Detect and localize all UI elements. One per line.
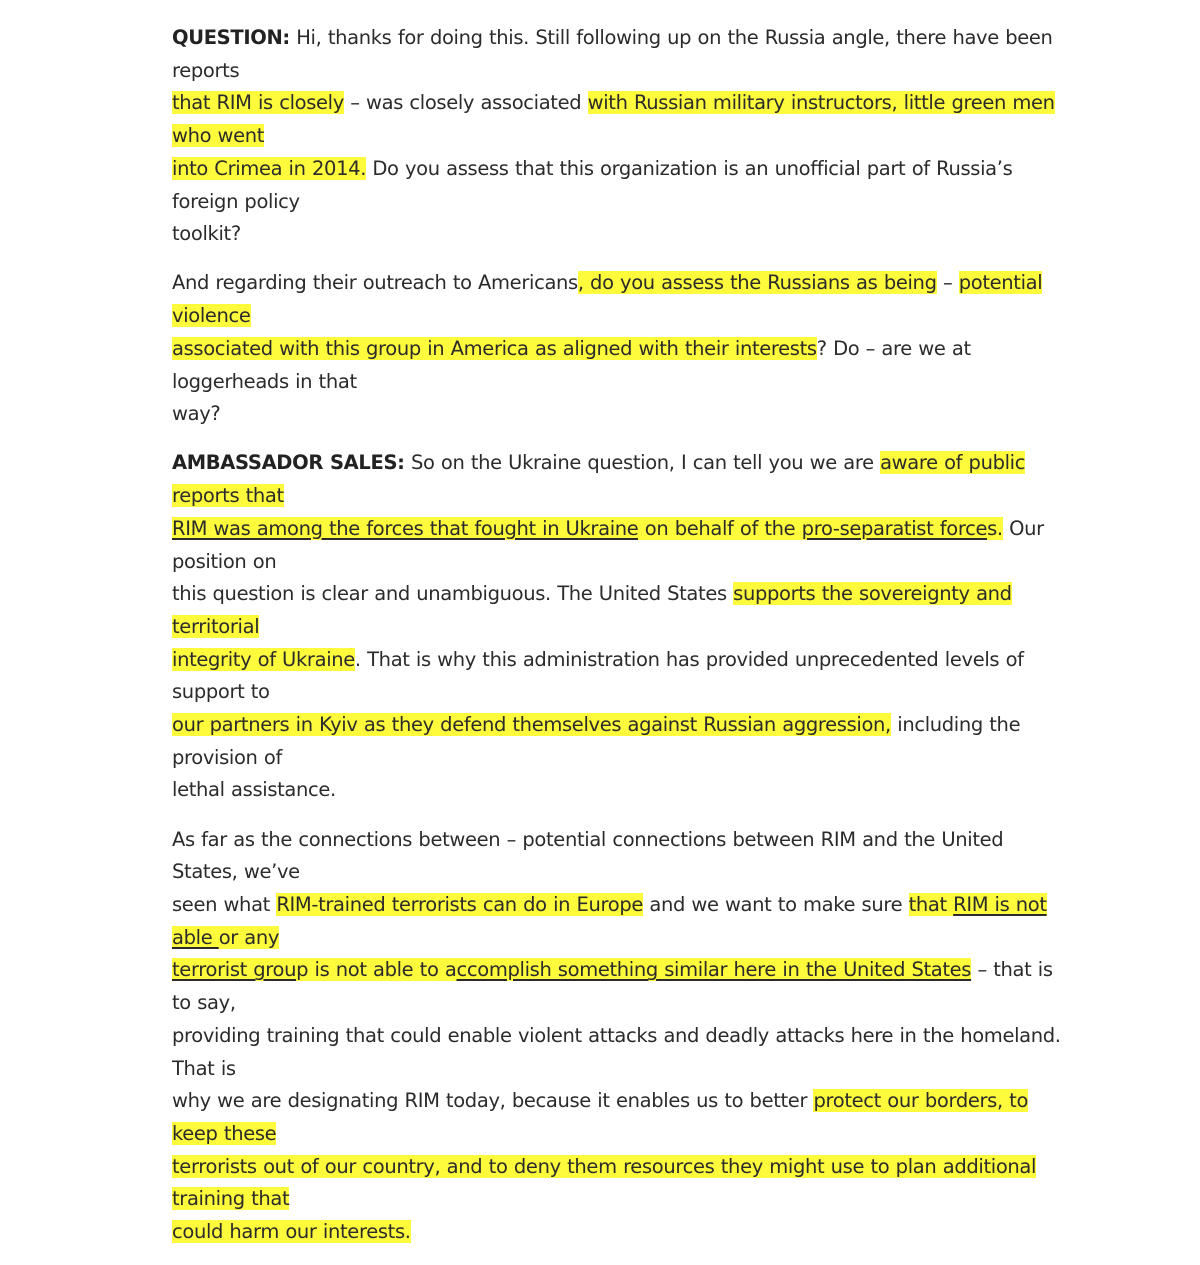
text-segment: And regarding their outreach to Americans <box>172 271 578 295</box>
text-segment: and we want to make sure <box>643 893 909 917</box>
text-segment: including the provision of lethal assistance. <box>172 713 1021 802</box>
highlighted-text: that RIM is closely <box>172 91 344 115</box>
highlighted-text: or any <box>218 925 280 949</box>
transcript-document <box>172 22 1072 1265</box>
highlighted-text: , do you assess the Russians as being <box>577 271 937 295</box>
highlighted-text: RIM is not able <box>172 893 1047 949</box>
highlighted-text: on behalf of the <box>638 516 802 540</box>
text-segment: – was closely associated <box>343 91 588 115</box>
paragraph-question-2 <box>172 267 1072 431</box>
highlighted-text: RIM-trained terrorists can do in Europe <box>276 893 644 917</box>
highlighted-text: that <box>908 893 954 917</box>
paragraph-answer-2 <box>172 824 1072 1249</box>
highlighted-text: with Russian military instructors, little green men who went into Crimea in 2014. <box>172 91 1055 180</box>
highlighted-text: s. <box>987 516 1003 540</box>
paragraph-question-1 <box>172 22 1072 251</box>
highlighted-text: potential violence associated with this group in America as aligned with their interests <box>172 271 1043 360</box>
text-segment: Hi, thanks for doing this. Still following up on the Russia angle, there have been reports <box>172 26 1053 82</box>
text-segment: Our position on this question is clear and unambiguous. The United States <box>172 516 1044 606</box>
text-segment: – <box>936 271 959 295</box>
highlighted-text: RIM was among the forces that fought in Ukraine <box>172 516 639 540</box>
highlighted-text: ccomplish something similar here in the United States <box>456 958 972 982</box>
text-segment: – that is to say, providing training that could enable violent attacks and deadly attacks here in the homeland. That is why we are designating RIM today, because it enables us to better <box>172 958 1061 1113</box>
highlighted-text: protect our borders, to keep these terrorists out of our country, and to deny them resources they might use to plan additional training that could harm our interests. <box>172 1089 1037 1244</box>
highlighted-text: our partners in Kyiv as they defend themselves against Russian aggression, <box>172 713 891 737</box>
text-segment: So on the Ukraine question, I can tell you we are <box>404 451 881 475</box>
text-segment: Do you assess that this organization is an unofficial part of Russia’s foreign policy toolkit? <box>172 156 1013 246</box>
highlighted-text: pro-separatist force <box>801 516 988 540</box>
highlighted-text: p is not able to a <box>296 958 457 982</box>
text-segment: As far as the connections between – potential connections between RIM and the United States, we’ve seen what <box>172 827 1004 917</box>
paragraph-answer-1 <box>172 447 1072 807</box>
text-segment: ? Do – are we at loggerheads in that way? <box>172 336 971 426</box>
text-segment: . That is why this administration has provided unprecedented levels of support to <box>172 647 1024 704</box>
highlighted-text: supports the sovereignty and territorial integrity of Ukraine <box>172 582 1012 671</box>
speaker-label: QUESTION: <box>172 26 290 49</box>
speaker-label: AMBASSADOR SALES: <box>172 451 405 475</box>
highlighted-text: terrorist grou <box>172 958 297 982</box>
highlighted-text: aware of public reports that <box>172 451 1026 508</box>
